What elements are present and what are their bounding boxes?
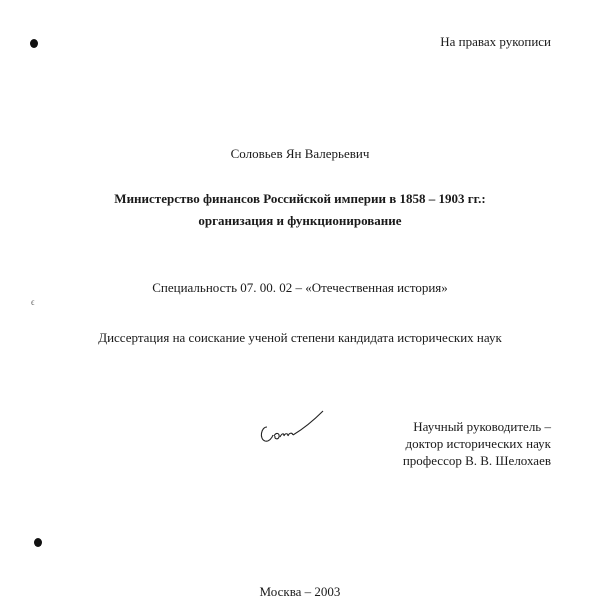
specialty-line: Специальность 07. 00. 02 – «Отечественная история» xyxy=(152,280,448,295)
handwritten-signature xyxy=(255,405,335,450)
dissertation-title xyxy=(0,188,600,232)
supervisor-degree: доктор исторических наук xyxy=(405,436,551,451)
author-name: Соловьев Ян Валерьевич xyxy=(230,146,370,161)
scan-artifact-mark: ϵ xyxy=(31,297,35,307)
title-line-1: Министерство финансов Российской империи в 1858 – 1903 гг.: xyxy=(114,191,486,206)
binding-hole-mark xyxy=(30,39,38,48)
supervisor-block xyxy=(403,418,551,469)
rights-note: На правах рукописи xyxy=(440,34,551,49)
supervisor-role: Научный руководитель – xyxy=(413,419,551,434)
city-year: Москва – 2003 xyxy=(259,584,341,599)
title-line-2: организация и функционирование xyxy=(198,213,402,228)
binding-hole-mark xyxy=(34,538,42,547)
supervisor-name: профессор В. В. Шелохаев xyxy=(402,453,551,468)
degree-statement: Диссертация на соискание ученой степени кандидата исторических наук xyxy=(98,330,502,345)
